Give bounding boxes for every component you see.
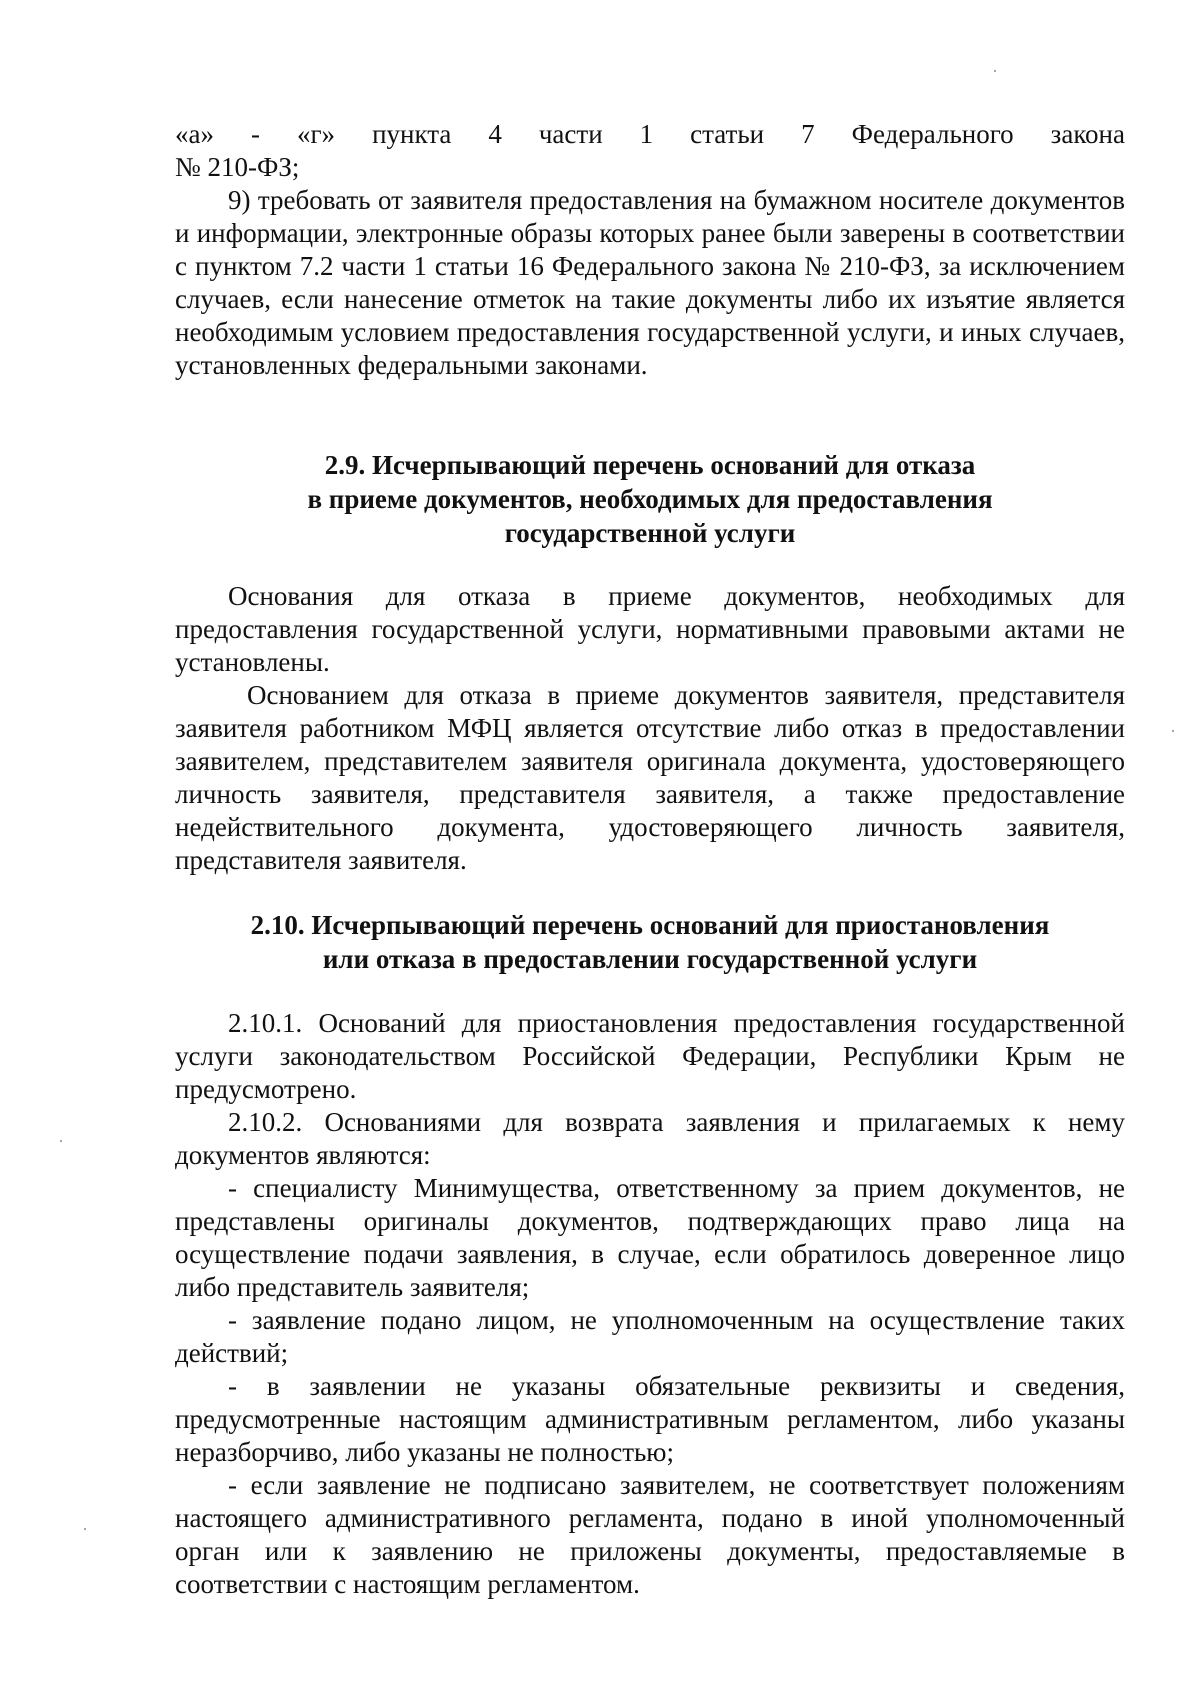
section-2-10-title-line-2: или отказа в предоставлении государственной услуги bbox=[322, 944, 978, 974]
section-2-9-title bbox=[175, 448, 1125, 550]
intro-line-1: «а» - «г» пункта 4 части 1 статьи 7 Федерального закона bbox=[175, 119, 1125, 149]
list-item: - заявление подано лицом, не уполномоченным на осуществление таких действий; bbox=[175, 1305, 1125, 1368]
section-2-10-2-paragraph: 2.10.2. Основаниями для возврата заявления и прилагаемых к нему документов являются: bbox=[175, 1107, 1125, 1170]
item-9-block bbox=[175, 184, 1125, 382]
section-2-9-heading bbox=[175, 448, 1125, 550]
section-2-9-paragraph-1: Основания для отказа в приеме документов, необходимых для предоставления государственной услуги, нормативными правовыми актами не установлены. bbox=[175, 581, 1125, 677]
section-2-9-title-line-3: государственной услуги bbox=[504, 518, 796, 548]
item-9-paragraph: 9) требовать от заявителя предоставления на бумажном носителе документов и информации, электронные образы которых ранее были заверены в соответствии с пунктом 7.2 части 1 статьи 16 Федерального закона № 210-ФЗ, за исключением случаев, если нанесение отметок на такие документы либо их изъятие является необходимым условием предоставления государственной услуги, и иных случаев, установленных федеральными законами. bbox=[175, 185, 1125, 380]
intro-fragment bbox=[175, 118, 1125, 184]
list-item: - специалисту Минимущества, ответственному за прием документов, не представлены оригиналы документов, подтверждающих право лица на осуществление подачи заявления, в случае, если обратилось доверенное лицо либо представитель заявителя; bbox=[175, 1173, 1125, 1302]
section-2-9-title-line-1: 2.9. Исчерпывающий перечень оснований для отказа bbox=[324, 450, 976, 480]
scan-speck bbox=[60, 1140, 62, 1142]
section-2-10-title-line-1: 2.10. Исчерпывающий перечень оснований для приостановления bbox=[250, 910, 1050, 940]
section-2-9-body bbox=[175, 580, 1125, 877]
list-item: - если заявление не подписано заявителем, не соответствует положениям настоящего административного регламента, подано в иной уполномоченный орган или к заявлению не приложены документы, предоставляемые в соответствии с настоящим регламентом. bbox=[175, 1470, 1125, 1599]
list-item: - в заявлении не указаны обязательные реквизиты и сведения, предусмотренные настоящим административным регламентом, либо указаны неразборчиво, либо указаны не полностью; bbox=[175, 1371, 1125, 1467]
scan-speck bbox=[1172, 730, 1174, 732]
section-2-10-body bbox=[175, 1007, 1125, 1601]
scan-speck bbox=[994, 70, 996, 72]
section-2-10-1-paragraph: 2.10.1. Оснований для приостановления предоставления государственной услуги законодательством Российской Федерации, Республики Крым не предусмотрено. bbox=[175, 1008, 1125, 1104]
scan-speck bbox=[84, 1528, 86, 1530]
section-2-10-title bbox=[175, 908, 1125, 976]
section-2-9-paragraph-2: Основанием для отказа в приеме документов заявителя, представителя заявителя работником МФЦ является отсутствие либо отказ в предоставлении заявителем, представителем заявителя оригинала документа, удостоверяющего личность заявителя, представителя заявителя, а также предоставление недействительного документа, удостоверяющего личность заявителя, представителя заявителя. bbox=[175, 680, 1125, 875]
section-2-10-heading bbox=[175, 908, 1125, 976]
intro-line-2: № 210-ФЗ; bbox=[175, 152, 300, 182]
section-2-9-title-line-2: в приеме документов, необходимых для предоставления bbox=[307, 484, 993, 514]
